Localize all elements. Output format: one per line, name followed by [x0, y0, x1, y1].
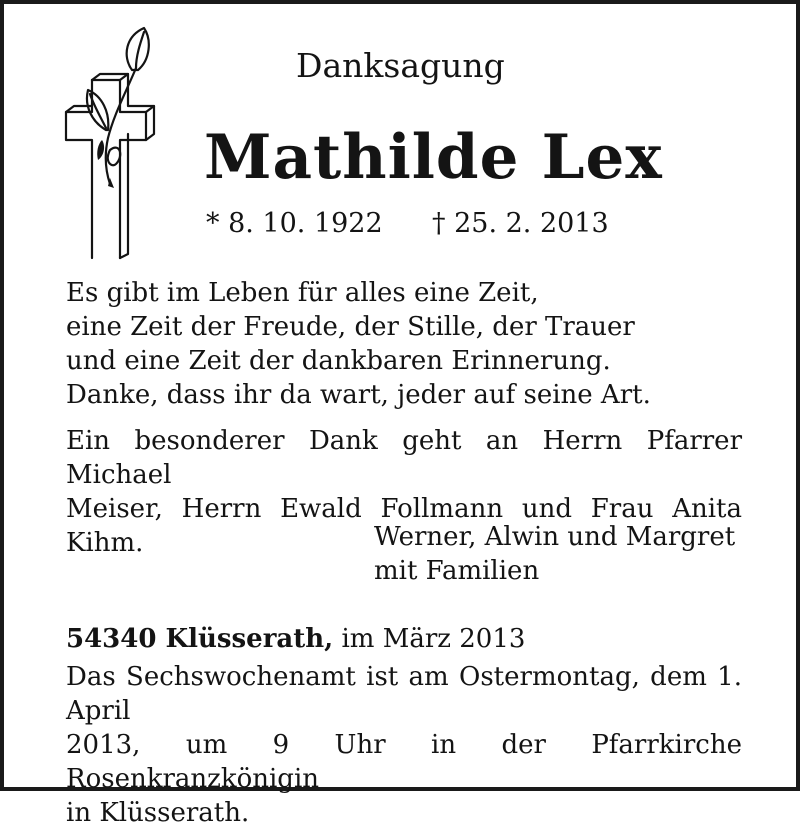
verse-line: Es gibt im Leben für alles eine Zeit,	[66, 278, 539, 308]
service-line: in Klüsserath.	[66, 798, 250, 828]
service-line: Das Sechswochenamt ist am Ostermontag, dem 1. April	[66, 662, 742, 726]
verse-line: eine Zeit der Freude, der Stille, der Trauer	[66, 312, 635, 342]
verse-line: und eine Zeit der dankbaren Erinnerung.	[66, 346, 611, 376]
death-date: † 25. 2. 2013	[432, 208, 609, 239]
place-date	[66, 622, 525, 656]
cross-with-rose-icon	[54, 22, 174, 267]
deceased-name: Mathilde Lex	[204, 122, 663, 193]
verse-text	[66, 276, 635, 378]
service-announcement	[66, 660, 742, 830]
signature	[374, 520, 735, 588]
service-line: 2013, um 9 Uhr in der Pfarrkirche Rosenkranzkönigin	[66, 730, 742, 794]
special-thanks-line: Ein besonderer Dank geht an Herrn Pfarrer Michael	[66, 426, 742, 490]
birth-date: * 8. 10. 1922	[206, 208, 383, 239]
special-thanks-line: Meiser, Herrn Ewald Follmann und Frau Anita Kihm.	[66, 494, 742, 558]
notice-heading: Danksagung	[296, 46, 505, 85]
signature-line: Werner, Alwin und Margret	[374, 522, 736, 552]
place-name: 54340 Klüsserath,	[66, 624, 334, 654]
signature-line: mit Familien	[374, 556, 540, 586]
thanks-text: Danke, dass ihr da wart, jeder auf seine Art.	[66, 380, 651, 410]
notice-date: im März 2013	[341, 624, 526, 654]
